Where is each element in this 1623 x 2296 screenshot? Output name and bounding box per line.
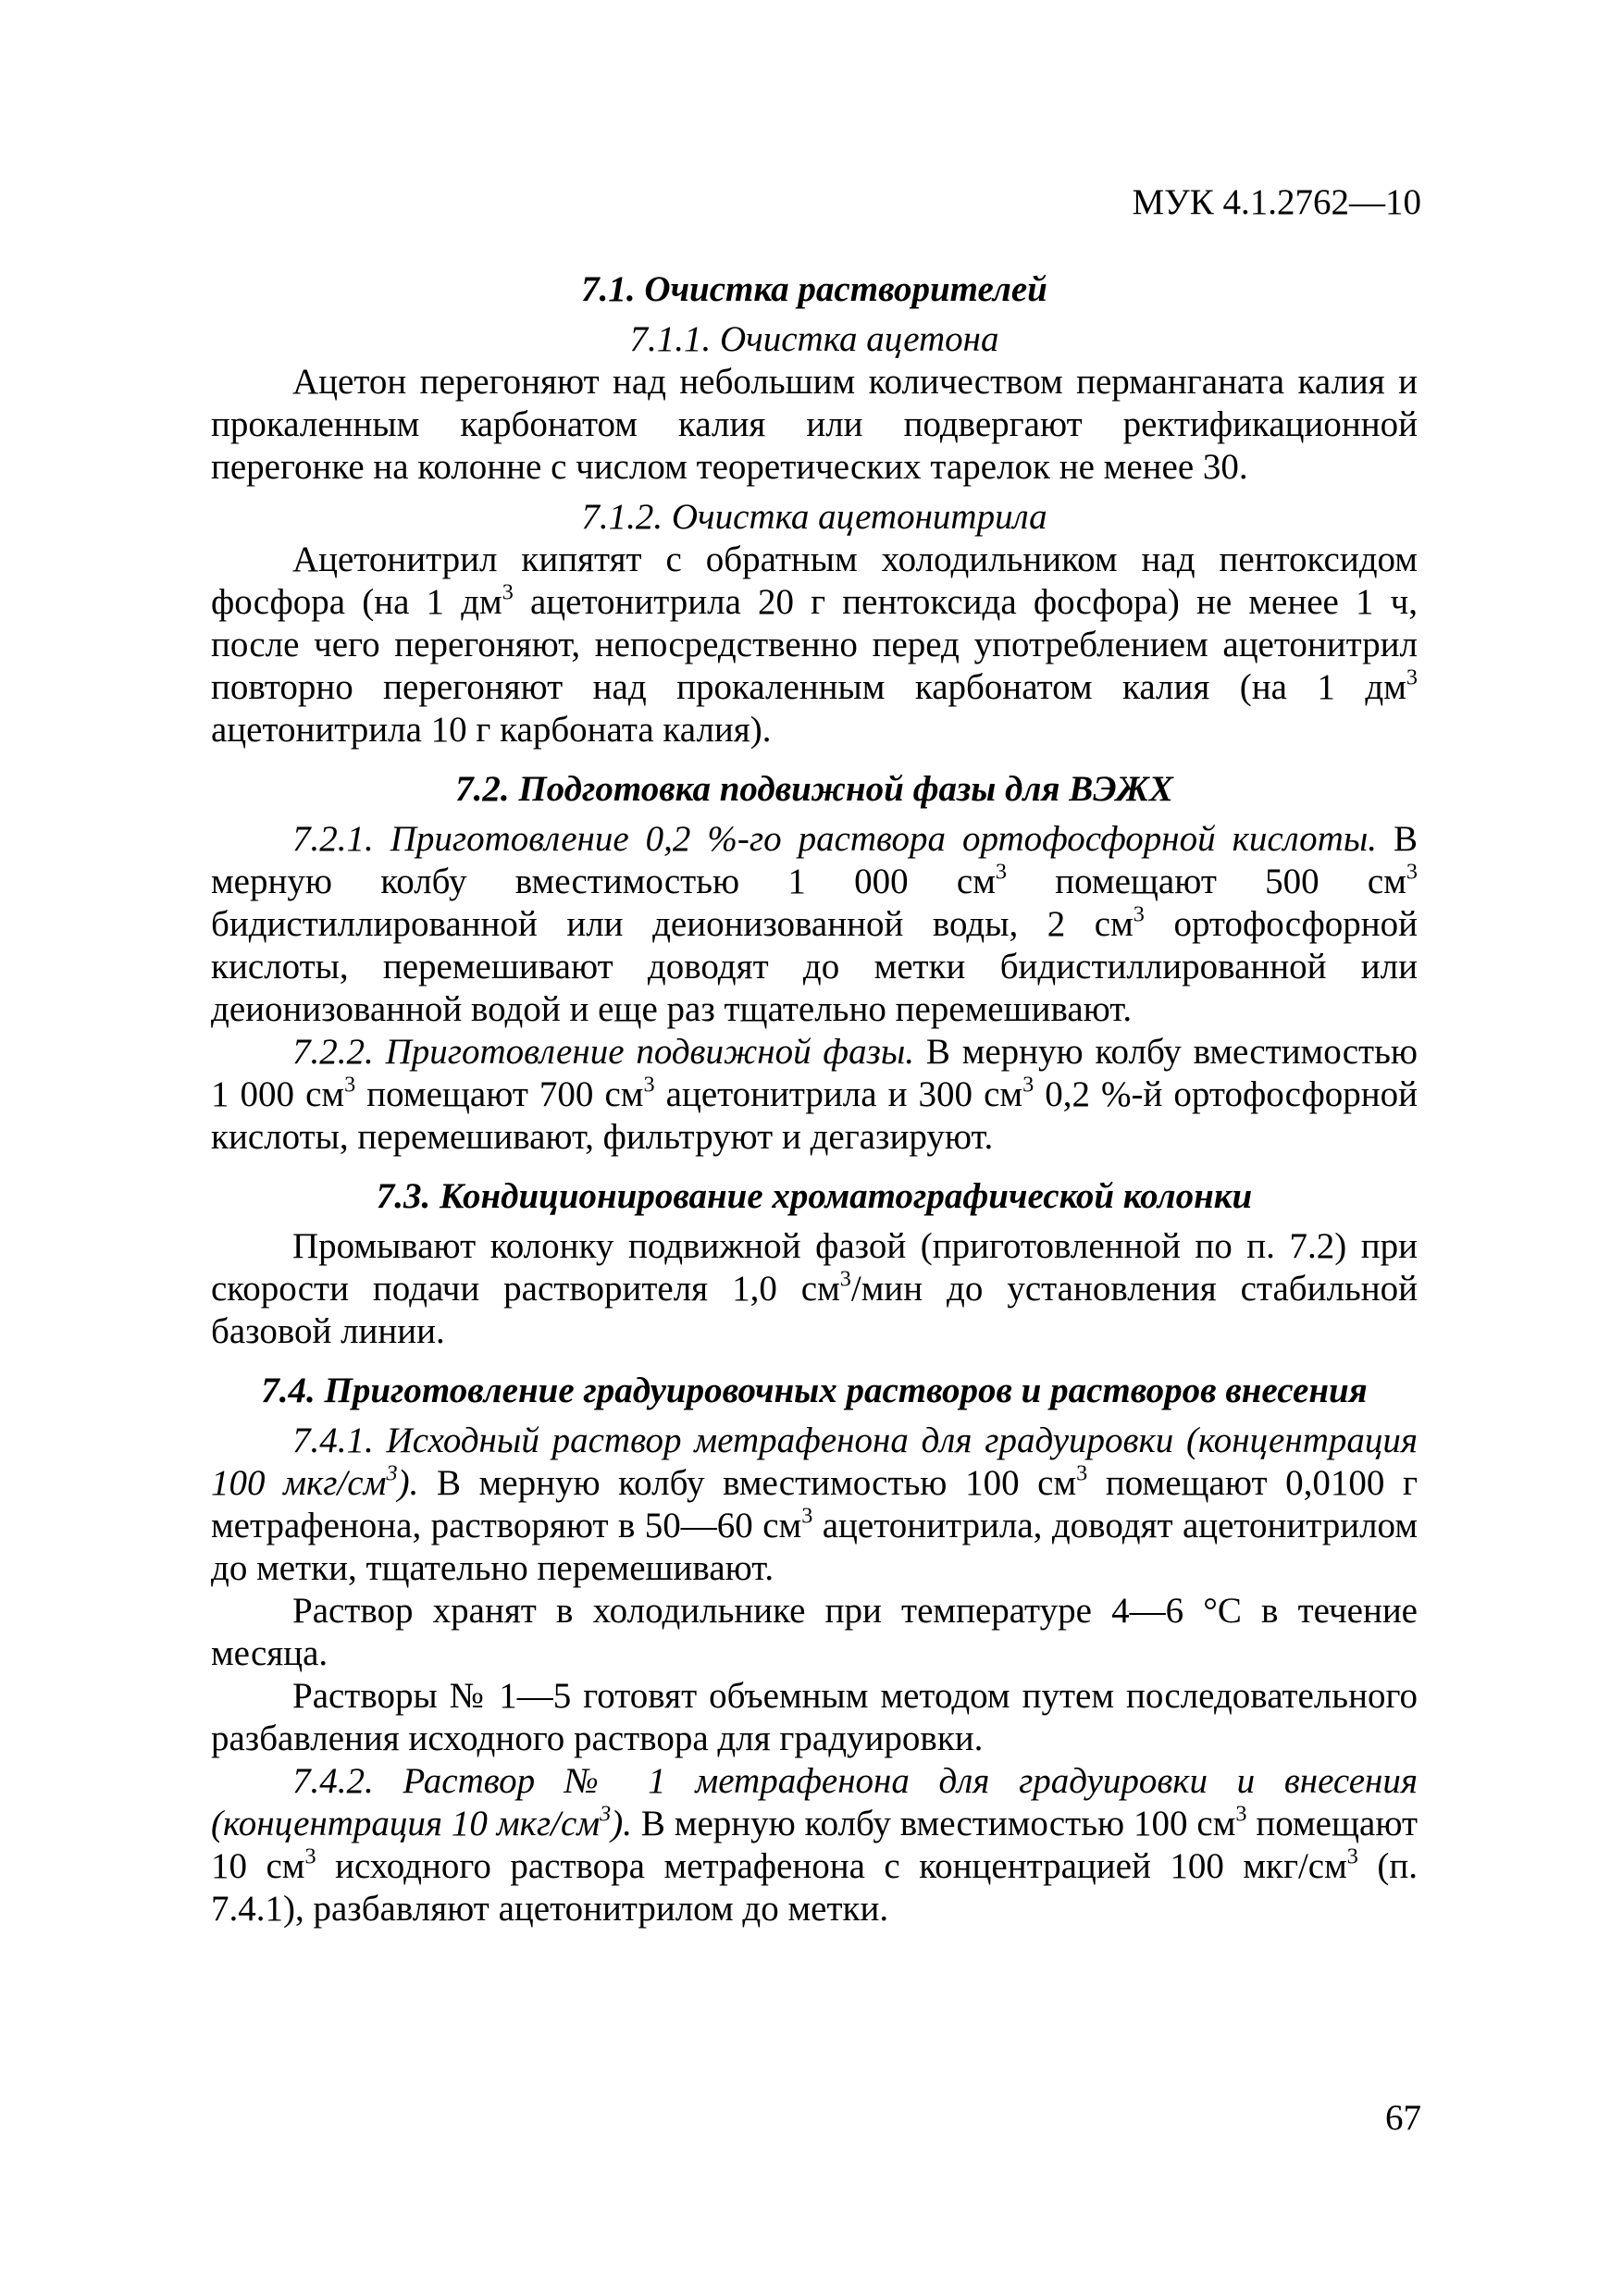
paragraph-storage: Раствор хранят в холодильнике при температуре 4—6 °С в течение месяца. — [211, 1591, 1418, 1673]
paragraph-7-2-1: 7.2.1. Приготовление 0,2 %-го раствора ортофосфорной кислоты. В мерную колбу вместимостью 1 000 $см^3$ помещают 500 $см^3$ бидистиллированной или деионизованной воды, 2 $см^3$ ортофосфорной кислоты, перемешивают доводят до метки бидистиллированной или деионизованной водой и еще раз тщательно перемешивают. — [211, 819, 1419, 1029]
subsection-title-7-4-2: 7.4.2. Раствор № 1 метрафенона для градуировки и внесения (концентрация 10 мкг/$см^3$). — [211, 1761, 1418, 1843]
section-title-7-4: 7.4. Приготовление градуировочных растворов и растворов внесения — [261, 1371, 1368, 1410]
paragraph-7-3: Промывают колонку подвижной фазой (приготовленной по п. 7.2) при скорости подачи растворителя 1,0 $см^3$/мин до установления стабильной базовой линии. — [211, 1226, 1418, 1351]
page-content — [211, 268, 1418, 1930]
section-title-7-3: 7.3. Кондиционирование хроматографической колонки — [376, 1176, 1253, 1216]
section-title-7-2: 7.2. Подготовка подвижной фазы для ВЭЖХ — [455, 769, 1173, 809]
paragraph-7-1-2: Ацетонитрил кипятят с обратным холодильником над пентоксидом фосфора (на 1 $дм^3$ ацетонитрила 20 г пентоксида фосфора) не менее 1 ч, после чего перегоняют, непосредственно перед употреблением ацетонитрил повторно перегоняют над прокаленным карбонатом калия (на 1 $дм^3$ ацетонитрила 10 г карбоната калия). — [211, 540, 1418, 750]
subsection-title-7-2-2: 7.2.2. Приготовление подвижной фазы. — [292, 1032, 915, 1072]
paragraph-7-1-1: Ацетон перегоняют над небольшим количеством перманганата калия и прокаленным карбонатом калия или подвергают ректификационной перегонке на колонне с числом теоретических тарелок не менее 30. — [211, 362, 1418, 487]
subsection-title-7-1-1: 7.1.1. Очистка ацетона — [629, 319, 999, 359]
document-code-header: МУК 4.1.2762—10 — [1132, 182, 1421, 222]
section-title-7-1: 7.1. Очистка растворителей — [581, 269, 1047, 309]
paragraph-7-4-2: 7.4.2. Раствор № 1 метрафенона для градуировки и внесения (концентрация 10 мкг/$см^3$). В мерную колбу вместимостью 100 $см^3$ помещают 10 $см^3$ исходного раствора метрафенона с концентрацией 100 мкг/$см^3$ (п. 7.4.1), разбавляют ацетонитрилом до метки. — [211, 1761, 1419, 1929]
paragraph-solutions: Растворы № 1—5 готовят объемным методом путем последовательного разбавления исходного раствора для градуировки. — [211, 1676, 1418, 1758]
subsection-title-7-4-1: 7.4.1. Исходный раствор метрафенона для градуировки (концентрация 100 мкг/$см^3$). — [211, 1421, 1418, 1503]
page-number: 67 — [1385, 2098, 1421, 2138]
paragraph-7-4-1: 7.4.1. Исходный раствор метрафенона для градуировки (концентрация 100 мкг/$см^3$). В мерную колбу вместимостью 100 $см^3$ помещают 0,0100 г метрафенона, растворяют в 50—60 $см^3$ ацетонитрила, доводят ацетонитрилом до метки, тщательно перемешивают. — [211, 1421, 1418, 1588]
subsection-title-7-2-1: 7.2.1. Приготовление 0,2 %-го раствора ортофосфорной кислоты. — [292, 819, 1377, 859]
subsection-title-7-1-2: 7.1.2. Очистка ацетонитрила — [581, 497, 1047, 537]
paragraph-7-2-2: 7.2.2. Приготовление подвижной фазы. В мерную колбу вместимостью 1 000 $см^3$ помещают 700 $см^3$ ацетонитрила и 300 $см^3$ 0,2 %-й ортофосфорной кислоты, перемешивают, фильтруют и дегазируют. — [211, 1032, 1418, 1157]
